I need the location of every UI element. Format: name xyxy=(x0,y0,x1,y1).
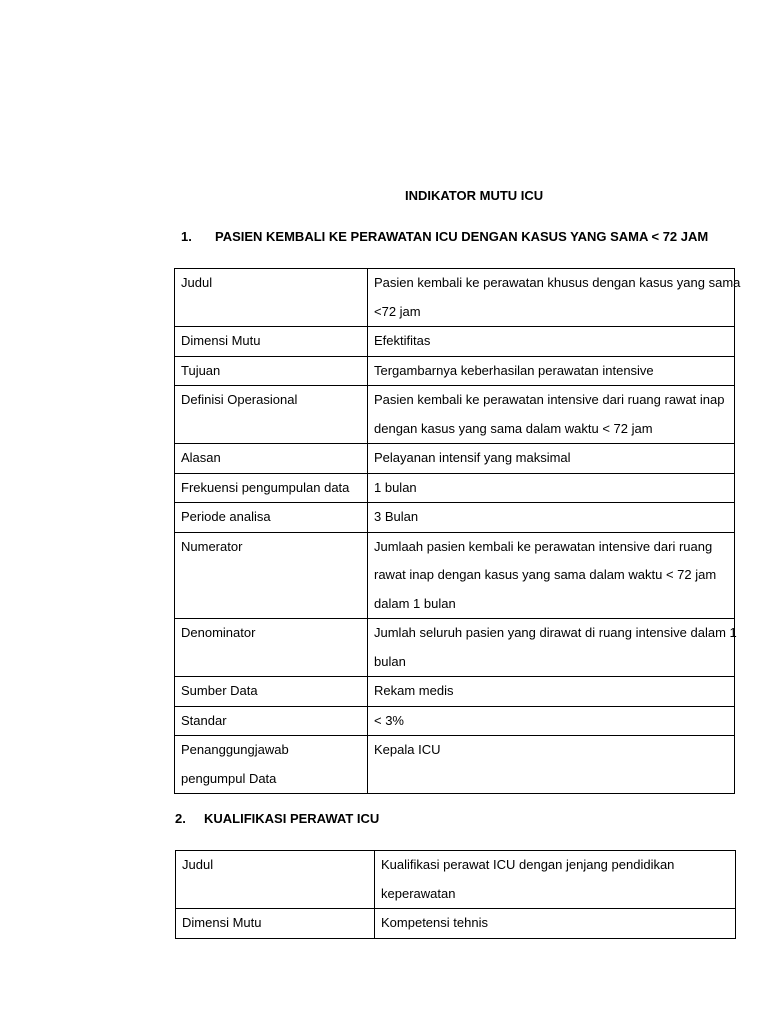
row-label-cell xyxy=(175,619,368,677)
document-title: INDIKATOR MUTU ICU xyxy=(405,188,544,203)
table-row xyxy=(175,706,735,736)
row-value-cell xyxy=(368,736,735,794)
row-label-cell xyxy=(176,909,375,939)
row-value: Kepala ICU xyxy=(374,742,441,757)
row-value: Pasien kembali ke perawatan khusus dengan kasus yang sama xyxy=(374,275,741,290)
row-value: <72 jam xyxy=(374,303,421,319)
row-value: Kompetensi tehnis xyxy=(381,915,488,930)
row-label: pengumpul Data xyxy=(181,770,277,786)
row-value-cell xyxy=(368,503,735,533)
row-label-cell xyxy=(176,851,375,909)
table-row xyxy=(176,851,736,909)
row-value-cell xyxy=(368,677,735,707)
row-value: keperawatan xyxy=(381,885,456,901)
row-label: Definisi Operasional xyxy=(181,392,298,407)
section-2-heading xyxy=(175,811,379,826)
row-label: Judul xyxy=(182,857,214,872)
table-row xyxy=(175,677,735,707)
row-label: Sumber Data xyxy=(181,683,258,698)
table-row xyxy=(175,503,735,533)
row-value: 3 Bulan xyxy=(374,509,419,524)
row-value-cell xyxy=(368,386,735,444)
table-row xyxy=(175,444,735,474)
row-value: dengan kasus yang sama dalam waktu < 72 jam xyxy=(374,420,653,436)
row-label: Dimensi Mutu xyxy=(181,333,261,348)
row-value: Kualifikasi perawat ICU dengan jenjang pendidikan xyxy=(381,857,675,872)
row-value: Rekam medis xyxy=(374,683,454,698)
table-row xyxy=(175,619,735,677)
section-1-title: PASIEN KEMBALI KE PERAWATAN ICU DENGAN KASUS YANG SAMA < 72 JAM xyxy=(215,229,709,244)
row-label: Tujuan xyxy=(181,362,221,378)
row-label: Numerator xyxy=(181,538,243,554)
row-label-cell xyxy=(175,269,368,327)
row-value: Pelayanan intensif yang maksimal xyxy=(374,450,571,465)
row-label: Penanggungjawab xyxy=(181,742,289,757)
row-label-cell xyxy=(175,503,368,533)
row-value-cell xyxy=(368,269,741,327)
table-row xyxy=(175,386,735,444)
row-value: Jumlah seluruh pasien yang dirawat di ruang intensive dalam 1 xyxy=(374,625,737,640)
row-value-cell xyxy=(375,909,736,939)
table-row xyxy=(175,473,735,503)
table-row xyxy=(175,327,735,357)
row-value: < 3% xyxy=(374,712,404,728)
row-label-cell xyxy=(175,327,368,357)
row-value-cell xyxy=(368,444,735,474)
row-label-cell xyxy=(175,473,368,503)
indicator-table-2 xyxy=(175,850,736,939)
row-value: 1 bulan xyxy=(374,479,417,495)
row-label-cell xyxy=(175,677,368,707)
row-label: Periode analisa xyxy=(181,509,271,524)
row-value-cell xyxy=(368,706,735,736)
row-label: Judul xyxy=(181,275,213,290)
row-value-cell xyxy=(368,532,735,619)
section-1-heading xyxy=(181,229,708,244)
section-2-title: KUALIFIKASI PERAWAT ICU xyxy=(204,811,380,826)
indicator-table-1 xyxy=(174,268,741,794)
row-value-cell xyxy=(368,327,735,357)
row-value: bulan xyxy=(374,653,406,669)
section-2-number: 2. xyxy=(175,811,186,826)
row-value: Pasien kembali ke perawatan intensive dari ruang rawat inap xyxy=(374,392,725,407)
table-row xyxy=(175,269,735,327)
row-value: Efektifitas xyxy=(374,333,431,348)
table-row xyxy=(175,356,735,386)
row-label: Standar xyxy=(181,712,227,728)
row-value-cell xyxy=(375,851,736,909)
row-value-cell xyxy=(368,473,735,503)
row-label: Denominator xyxy=(181,625,256,640)
table-row xyxy=(175,736,735,794)
row-value-cell xyxy=(368,356,735,386)
row-label: Dimensi Mutu xyxy=(182,915,262,930)
section-1-number: 1. xyxy=(181,229,192,244)
row-label-cell xyxy=(175,386,368,444)
row-label-cell xyxy=(175,356,368,386)
row-label: Alasan xyxy=(181,450,221,465)
row-label-cell xyxy=(175,532,368,619)
row-label-cell xyxy=(175,736,368,794)
table-row xyxy=(175,532,735,619)
row-label-cell xyxy=(175,444,368,474)
row-label-cell xyxy=(175,706,368,736)
row-value: rawat inap dengan kasus yang sama dalam waktu < 72 jam xyxy=(374,567,717,582)
row-value: Jumlaah pasien kembali ke perawatan intensive dari ruang xyxy=(374,538,713,554)
row-label: Frekuensi pengumpulan data xyxy=(181,479,350,495)
row-value: Tergambarnya keberhasilan perawatan intensive xyxy=(374,362,654,378)
row-value-cell xyxy=(368,619,735,677)
table-row xyxy=(176,909,736,939)
row-value: dalam 1 bulan xyxy=(374,595,456,611)
